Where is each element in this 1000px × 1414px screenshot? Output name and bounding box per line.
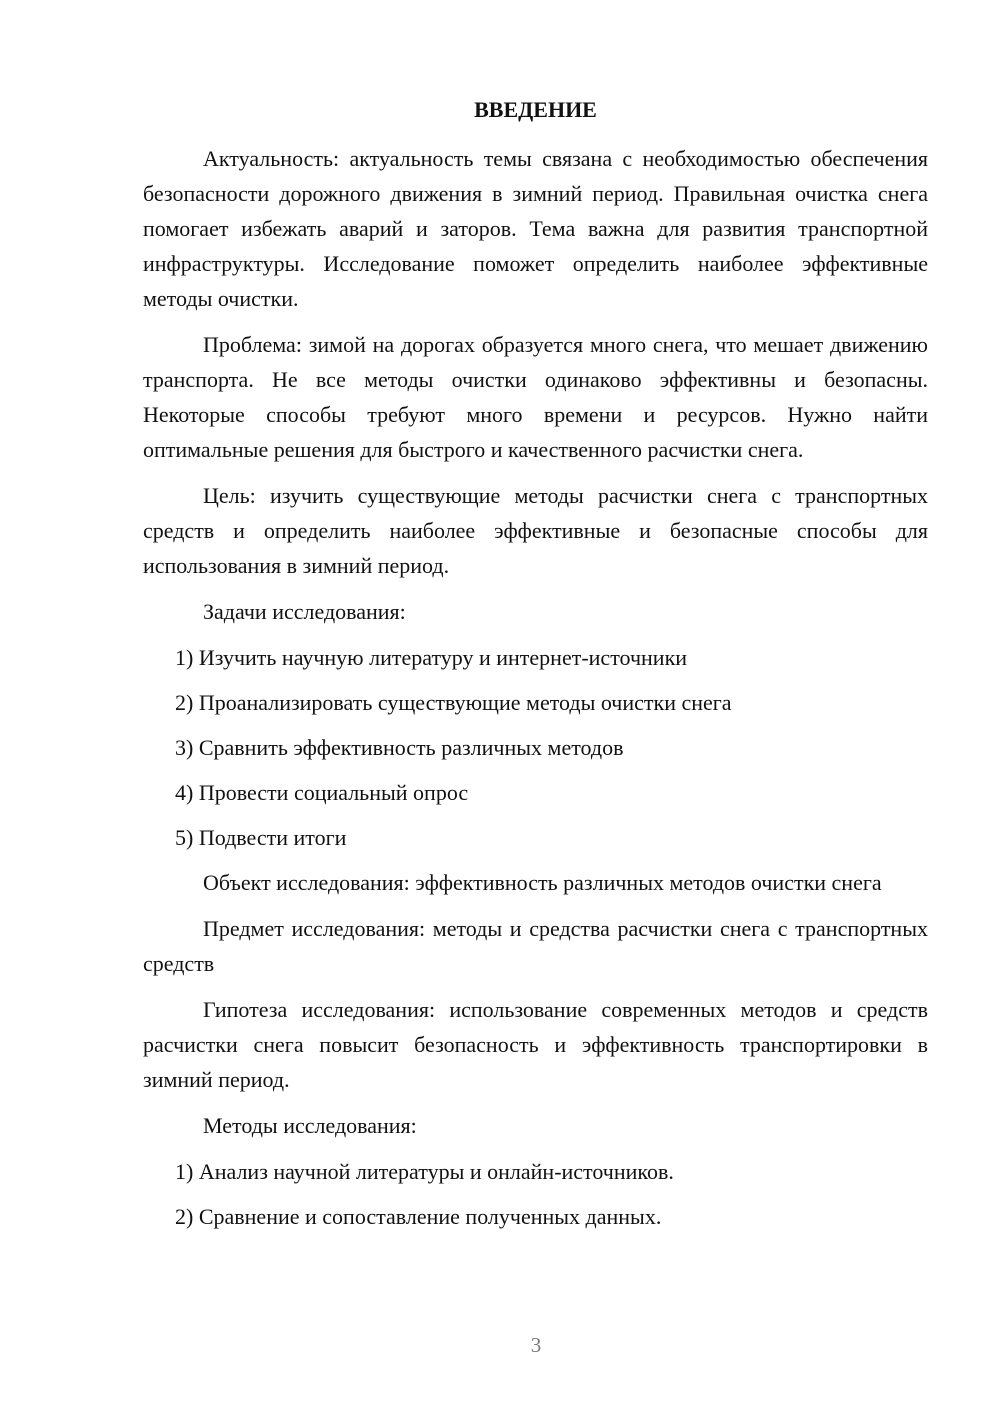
goal-paragraph: Цель: изучить существующие методы расчистки снега с транспортных средств и определить наиболее эффективные и безопасные способы для использования в зимний период.	[143, 483, 928, 578]
list-item: 3) Сравнить эффективность различных методов	[175, 735, 624, 760]
methods-title: Методы исследования:	[203, 1113, 417, 1138]
tasks-list	[143, 640, 928, 855]
list-item: 5) Подвести итоги	[175, 825, 347, 850]
object-paragraph: Объект исследования: эффективность различных методов очистки снега	[203, 870, 882, 895]
list-item: 1) Изучить научную литературу и интернет-источники	[175, 645, 688, 670]
tasks-title: Задачи исследования:	[203, 599, 406, 624]
page-number: 3	[530, 1333, 542, 1357]
list-item: 2) Проанализировать существующие методы очистки снега	[175, 690, 732, 715]
list-item: 4) Провести социальный опрос	[175, 780, 469, 805]
problem-paragraph: Проблема: зимой на дорогах образуется много снега, что мешает движению транспорта. Не все методы очистки одинаково эффективны и безопасны. Некоторые способы требуют много времени и ресурсов. Нужно найти оптимальные решения для быстрого и качественного расчистки снега.	[143, 332, 928, 462]
hypothesis-paragraph: Гипотеза исследования: использование современных методов и средств расчистки снега повысит безопасность и эффективность транспортировки в зимний период.	[143, 997, 928, 1092]
methods-list	[143, 1154, 928, 1234]
page-content	[143, 92, 928, 1244]
relevance-paragraph: Актуальность: актуальность темы связана с необходимостью обеспечения безопасности дорожного движения в зимний период. Правильная очистка снега помогает избежать аварий и заторов. Тема важна для развития транспортной инфраструктуры. Исследование поможет определить наиболее эффективные методы очистки.	[143, 146, 928, 311]
subject-paragraph: Предмет исследования: методы и средства расчистки снега с транспортных средств	[143, 916, 928, 976]
page-title: ВВЕДЕНИЕ	[474, 97, 597, 122]
list-item: 2) Сравнение и сопоставление полученных данных.	[175, 1204, 662, 1229]
list-item: 1) Анализ научной литературы и онлайн-источников.	[175, 1159, 674, 1184]
